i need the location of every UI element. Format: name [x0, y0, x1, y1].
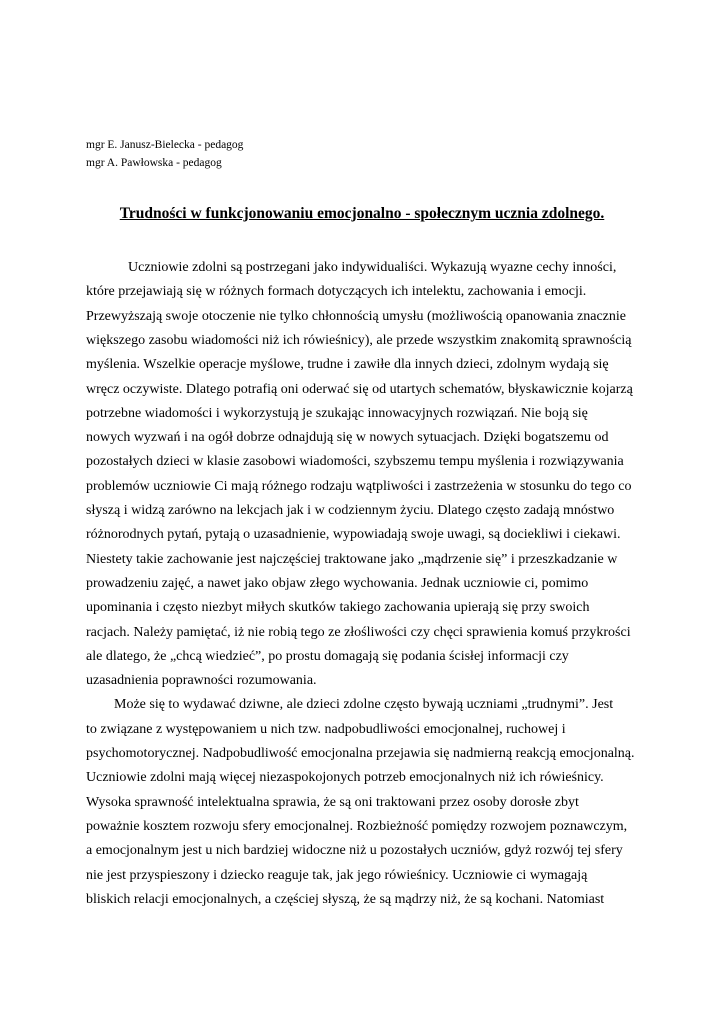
- paragraph-line: Niestety takie zachowanie jest najczęściej traktowane jako „mądrzenie się” i przeszkadzanie w: [86, 551, 618, 567]
- paragraph-line: prowadzeniu zajęć, a nawet jako objaw złego wychowania. Jednak uczniowie ci, pomimo: [86, 575, 589, 591]
- paragraph-line: problemów uczniowie Ci mają różnego rodzaju wątpliwości i zastrzeżenia w stosunku do tego co: [86, 478, 632, 494]
- paragraph-line: nie jest przyspieszony i dziecko reaguje tak, jak jego rówieśnicy. Uczniowie ci wymagają: [86, 867, 588, 883]
- paragraph-line: Wysoka sprawność intelektualna sprawia, że są oni traktowani przez osoby dorosłe zbyt: [86, 794, 579, 810]
- paragraph-line: psychomotorycznej. Nadpobudliwość emocjonalna przejawia się nadmierną reakcją emocjonalną.: [86, 746, 635, 761]
- paragraph-line: Przewyższają swoje otoczenie nie tylko chłonnością umysłu (możliwością opanowania znacznie: [86, 308, 626, 324]
- paragraph-line: potrzebne wiadomości i wykorzystują je szukając innowacyjnych rozwiązań. Nie boją się: [86, 405, 588, 421]
- paragraph-line: które przejawiają się w różnych formach dotyczących ich intelektu, zachowania i emocji.: [86, 284, 587, 300]
- document-title: Trudności w funkcjonowaniu emocjonalno - społecznym ucznia zdolnego.: [119, 205, 605, 222]
- paragraph-line: myślenia. Wszelkie operacje myślowe, trudne i zawiłe dla innych dzieci, zdolnym wydają się: [86, 357, 609, 373]
- paragraph-line: nowych wyzwań i na ogół dobrze odnajdują się w nowych sytuacjach. Dzięki bogatszemu od: [86, 430, 609, 446]
- paragraph-line: a emocjonalnym jest u nich bardziej widoczne niż u pozostałych uczniów, gdyż rozwój tej sfery: [86, 843, 623, 859]
- paragraph-line: upominania i często niezbyt miłych skutków takiego zachowania upierają się przy swoich: [86, 600, 590, 616]
- paragraph-line: bliskich relacji emocjonalnych, a częściej słyszą, że są mądrzy niż, że są kochani. Natomiast: [86, 891, 605, 907]
- paragraph-line: różnorodnych pytań, pytają o uzasadnienie, wypowiadają swoje uwagi, są dociekliwi i ciekawi.: [86, 527, 621, 543]
- paragraph-line: poważnie kosztem rozwoju sfery emocjonalnej. Rozbieżność pomiędzy rozwojem poznawczym,: [86, 818, 628, 834]
- paragraph-line: większego zasobu wiadomości niż ich rówieśnicy), ale przede wszystkim znakomitą sprawnością: [86, 332, 632, 348]
- paragraph-line: pozostałych dzieci w klasie zasobowi wiadomości, szybszemu tempu myślenia i rozwiązywania: [86, 454, 624, 470]
- author-line: mgr A. Pawłowska - pedagog: [86, 157, 222, 169]
- paragraph-line: Uczniowie zdolni są postrzegani jako indywidualiści. Wykazują wyazne cechy inności,: [128, 260, 617, 275]
- paragraph-line: ale dlatego, że „chcą wiedzieć”, po prostu domagają się podania ścisłej informacji czy: [86, 648, 569, 664]
- paragraph-line: to związane z występowaniem u nich tzw. nadpobudliwości emocjonalnej, ruchowej i: [86, 721, 566, 737]
- paragraph-line: Uczniowie zdolni mają więcej niezaspokojonych potrzeb emocjonalnych niż ich rówieśnicy.: [86, 770, 604, 786]
- paragraph-line: uzasadnienia poprawności rozumowania.: [86, 673, 317, 689]
- paragraph-line: racjach. Należy pamiętać, iż nie robią tego ze złośliwości czy chęci sprawienia komuś przykrości: [86, 624, 631, 640]
- paragraph-line: Może się to wydawać dziwne, ale dzieci zdolne często bywają uczniami „trudnymi”. Jest: [114, 697, 614, 713]
- paragraph-line: wręcz oczywiste. Dlatego potrafią oni oderwać się od utartych schematów, błyskawicznie kojarzą: [86, 381, 633, 397]
- author-block: [86, 136, 243, 172]
- paragraph-line: słyszą i widzą zarówno na lekcjach jak i w codziennym życiu. Dlatego często zadają mnóstwo: [86, 503, 615, 518]
- author-line: mgr E. Janusz-Bielecka - pedagog: [86, 139, 244, 151]
